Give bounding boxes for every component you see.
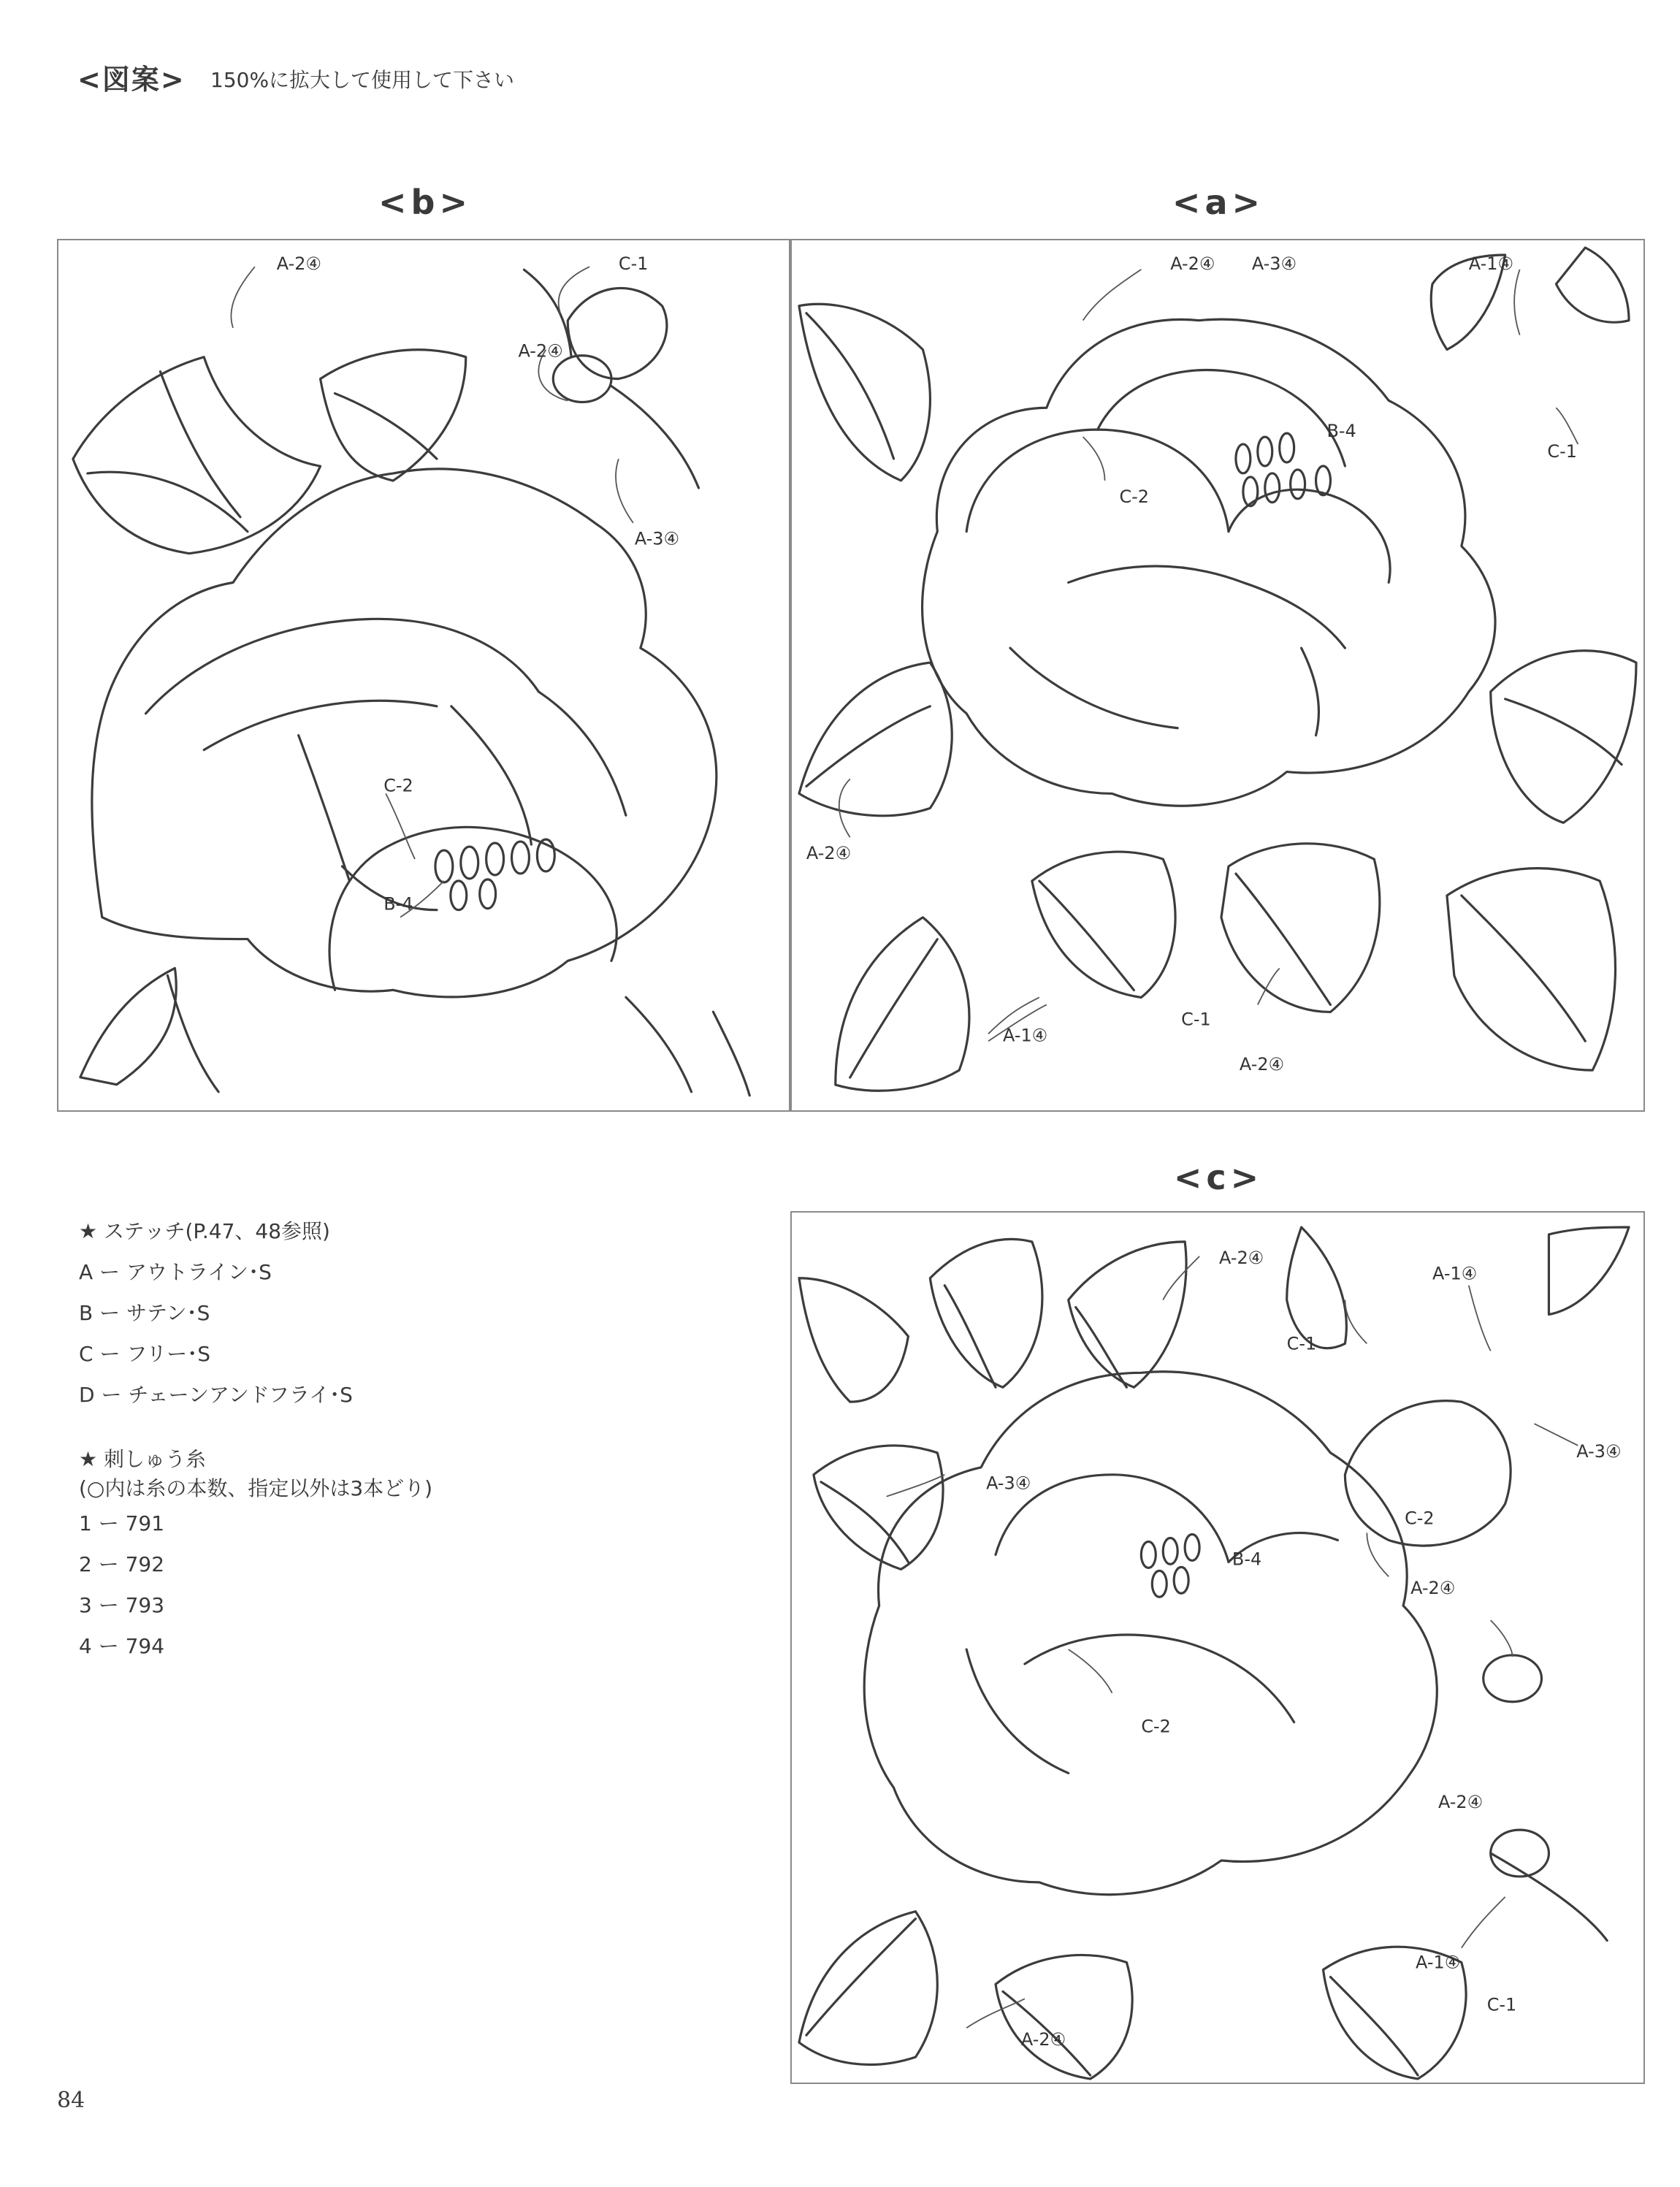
thread-heading: ★ 刺しゅう糸: [79, 1447, 207, 1471]
thread-item: 2 ー 792: [79, 1552, 165, 1576]
label-a-7: A-2④: [806, 843, 852, 864]
panel-b-title: <b>: [378, 183, 472, 222]
label-a-1: A-2④: [1170, 253, 1215, 274]
stitch-heading: ★ ステッチ(P.47、48参照): [79, 1219, 330, 1243]
stitch-legend: [79, 1211, 432, 1667]
thread-item: 3 ー 793: [79, 1593, 165, 1617]
stitch-item: B ー サテン･S: [79, 1301, 210, 1325]
label-c-10: A-2④: [1437, 1792, 1484, 1813]
rose-pattern-c-drawing: [792, 1213, 1643, 2083]
label-a-8: A-1④: [1003, 1025, 1048, 1046]
stitch-item: A ー アウトライン･S: [79, 1260, 272, 1284]
label-c-7: C-2: [1141, 1716, 1171, 1737]
thread-note: (○内は糸の本数、指定以外は3本どり): [79, 1476, 433, 1500]
label-b-3: A-2④: [518, 340, 563, 362]
stitch-item: D ー チェーンアンドフライ･S: [79, 1383, 353, 1407]
panel-a-title: <a>: [1172, 183, 1265, 222]
label-a-2: A-3④: [1251, 253, 1297, 274]
label-c-13: A-2④: [1020, 2029, 1066, 2050]
rose-pattern-a-drawing: [792, 240, 1643, 1110]
label-c-4: A-3④: [1576, 1440, 1622, 1462]
label-b-2: C-1: [618, 253, 649, 275]
label-c-11: A-1④: [1416, 1952, 1461, 1973]
enlarge-note: 150%に拡大して使用して下さい: [210, 68, 515, 92]
thread-item: 1 ー 791: [79, 1511, 165, 1535]
label-a-3: A-1④: [1468, 253, 1513, 274]
label-b-6: B-4: [383, 893, 413, 915]
label-c-6: B-4: [1232, 1549, 1262, 1570]
pattern-panel-c: [790, 1211, 1645, 2084]
page-number: 84: [57, 2088, 85, 2113]
label-b-1: A-2④: [276, 253, 321, 275]
legend-spacer: [79, 1416, 432, 1445]
label-a-5: B-4: [1326, 421, 1356, 442]
label-c-2: A-1④: [1432, 1263, 1478, 1284]
label-a-9: C-1: [1181, 1009, 1211, 1030]
pattern-panel-b: [57, 239, 790, 1112]
label-a-10: A-2④: [1239, 1054, 1285, 1075]
label-a-4: C-1: [1547, 441, 1577, 462]
label-c-12: C-1: [1486, 1994, 1517, 2015]
label-c-1: A-2④: [1218, 1247, 1264, 1268]
label-c-9: C-2: [1405, 1508, 1435, 1529]
label-a-6: C-2: [1119, 486, 1149, 507]
pattern-panel-a: [790, 239, 1645, 1112]
thread-item: 4 ー 794: [79, 1634, 165, 1658]
label-b-4: A-3④: [634, 528, 679, 549]
label-c-3: C-1: [1286, 1333, 1317, 1354]
rose-pattern-b-drawing: [58, 240, 789, 1110]
label-c-8: A-2④: [1410, 1578, 1456, 1599]
pattern-heading: <図案>: [77, 64, 186, 96]
label-b-5: C-2: [383, 775, 413, 796]
panel-c-title: <c>: [1173, 1158, 1264, 1197]
stitch-item: C ー フリー･S: [79, 1342, 211, 1366]
label-c-5: A-3④: [986, 1473, 1031, 1494]
